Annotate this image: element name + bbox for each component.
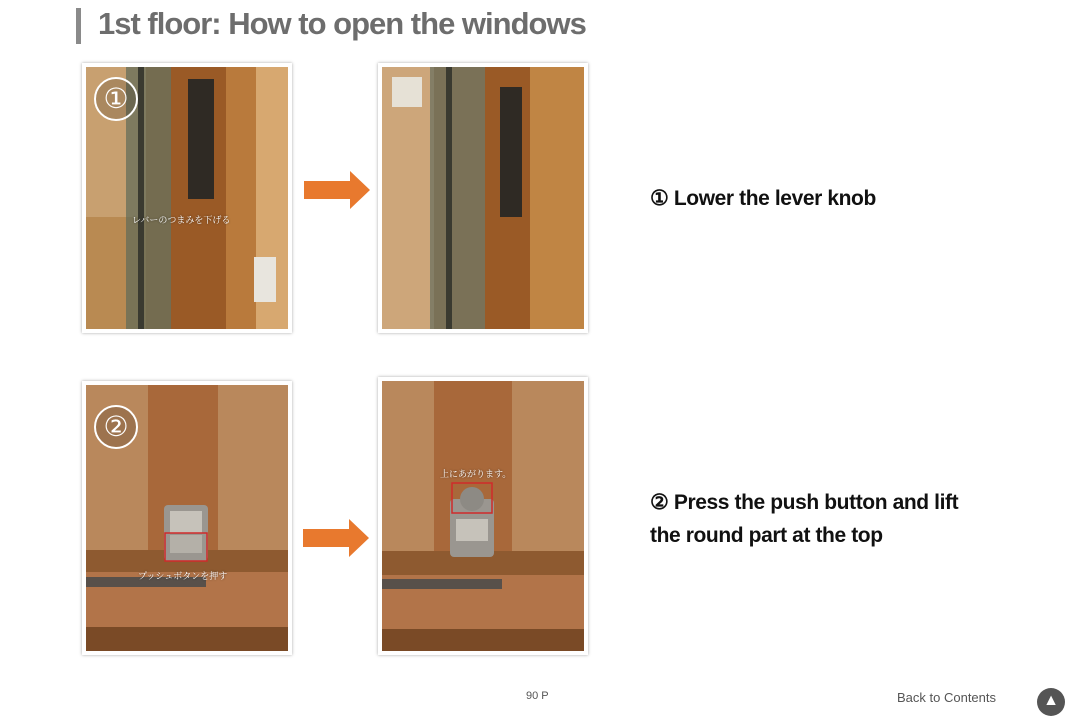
page-number: 90 P <box>526 690 549 702</box>
step2-arrow-icon <box>303 518 369 558</box>
step2-before-photo <box>82 381 292 655</box>
step2-before-caption: プッシュボタンを押す <box>138 572 228 582</box>
step1-before-photo <box>82 63 292 333</box>
back-to-contents-link[interactable]: Back to Contents <box>897 690 996 705</box>
step1-number-badge: ① <box>94 77 138 121</box>
step2-instruction: ② Press the push button and lift the round part at the top <box>650 491 959 547</box>
step1-arrow-icon <box>304 170 370 210</box>
step2-after-photo <box>378 377 588 655</box>
arrow-up-icon[interactable]: ▲ <box>1037 688 1065 716</box>
step1-instruction: ① Lower the lever knob <box>650 187 876 210</box>
step1-after-photo <box>378 63 588 333</box>
step2-number-badge: ② <box>94 405 138 449</box>
title-accent-bar <box>76 8 81 44</box>
step2-after-caption: 上にあがります。 <box>440 470 512 480</box>
step1-before-caption: レバーのつまみを下げる <box>132 216 231 226</box>
page-title: 1st floor: How to open the windows <box>98 6 586 41</box>
